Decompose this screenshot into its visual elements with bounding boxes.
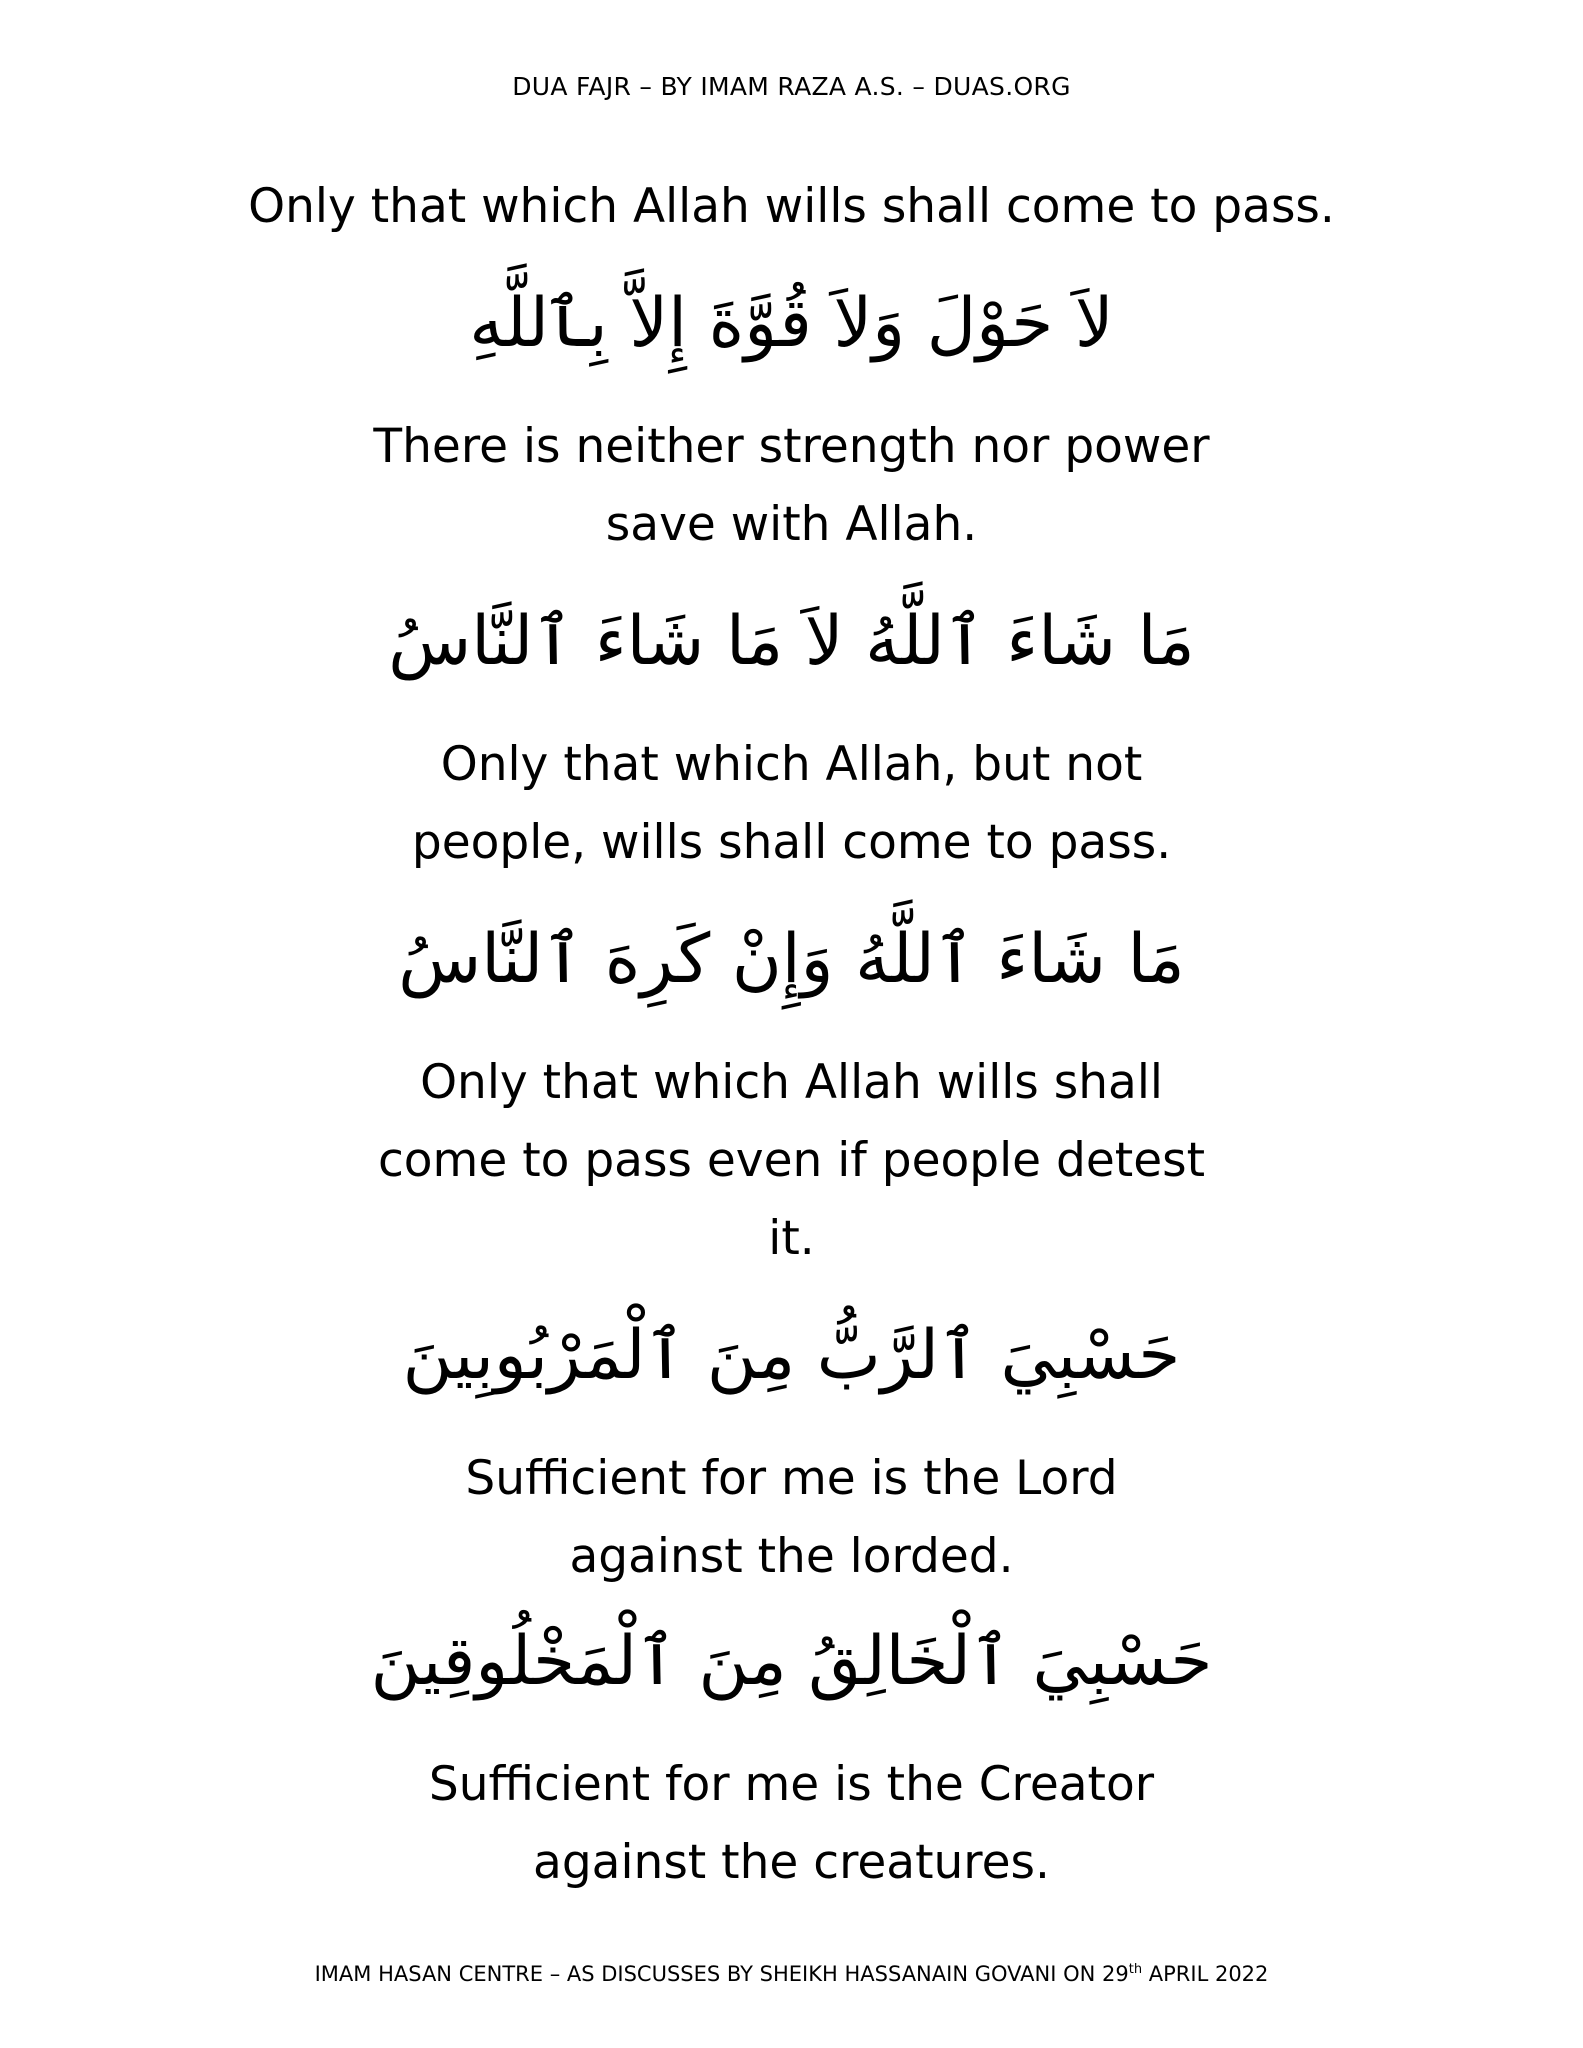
arabic-line-4: حَسْبِيَ ٱلرَّبُّ مِنَ ٱلْمَرْبُوبِينَ [402,1316,1181,1395]
footer-prefix: IMAM HASAN CENTRE – AS DISCUSSES BY SHEIKH HASSANAIN GOVANI ON 29 [314,1962,1129,1986]
footer-suffix: APRIL 2022 [1142,1962,1269,1986]
arabic-line-2: مَا شَاءَ ٱللَّهُ لاَ مَا شَاءَ ٱلنَّاسُ [388,602,1195,681]
arabic-line-3: مَا شَاءَ ٱللَّهُ وَإِنْ كَرِهَ ٱلنَّاسُ [398,920,1185,999]
translation-5: Sufficient for me is the Lord against the lorded. [465,1451,1118,1584]
page-footer [0,1962,1583,1986]
arabic-line-1: لاَ حَوْلَ وَلاَ قُوَّةَ إِلاَّ بِٱللَّهِ [469,284,1114,363]
translation-3: Only that which Allah, but not people, wills shall come to pass. [411,737,1172,870]
translation-6: Sufficient for me is the Creator against the creatures. [428,1757,1155,1890]
translation-4: Only that which Allah wills shall come to pass even if people detest it. [377,1055,1206,1266]
translation-1: Only that which Allah wills shall come to pass. [248,179,1335,234]
translation-2: There is neither strength nor power save with Allah. [373,419,1210,552]
arabic-line-5: حَسْبِيَ ٱلْخَالِقُ مِنَ ٱلْمَخْلُوقِينَ [370,1622,1213,1701]
footer-ordinal-suffix: th [1128,1962,1143,1977]
dua-content [200,168,1383,1902]
page-header: DUA FAJR – BY IMAM RAZA A.S. – DUAS.ORG [512,72,1071,101]
